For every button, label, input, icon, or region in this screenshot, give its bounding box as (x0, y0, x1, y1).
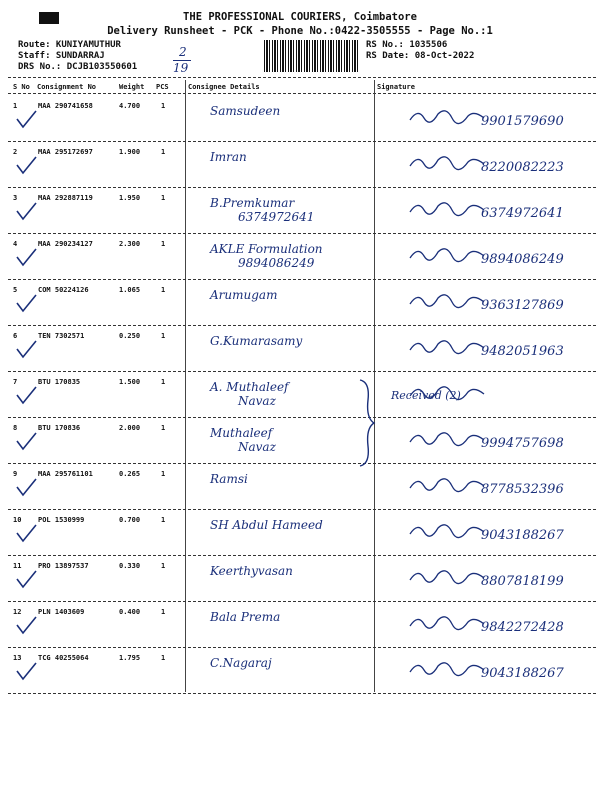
row-sno: 7 (13, 378, 18, 386)
signature-phone: 9043188267 (481, 528, 564, 543)
table-row (8, 326, 596, 372)
row-pcs: 1 (161, 240, 166, 248)
consignee-name: Keerthyvasan (210, 564, 293, 578)
checkmark-icon (15, 338, 37, 360)
row-sno: 1 (13, 102, 18, 110)
row-sno: 3 (13, 194, 18, 202)
consignee-name: Bala Prema (210, 610, 281, 624)
row-weight: 1.065 (119, 286, 141, 294)
table-row (8, 372, 596, 418)
consignee-name: Imran (210, 150, 247, 164)
consignee-name: SH Abdul Hameed (210, 518, 323, 532)
row-weight: 4.700 (119, 102, 141, 110)
row-consignment-no: PLN 1403609 (38, 608, 85, 616)
signature-scribble (408, 564, 488, 588)
consignee-name: B.Premkumar (210, 196, 295, 210)
row-sno: 9 (13, 470, 18, 478)
signature-scribble (408, 610, 488, 634)
route-label: Route: KUNIYAMUTHUR (18, 40, 121, 50)
row-pcs: 1 (161, 562, 166, 570)
table-row (8, 96, 596, 142)
checkmark-icon (15, 430, 37, 452)
col-pcs: PCS (156, 83, 169, 91)
row-consignment-no: BTU 170835 (38, 378, 81, 386)
consignee-name: Ramsi (210, 472, 248, 486)
company-title: THE PROFESSIONAL COURIERS, Coimbatore (183, 11, 417, 23)
row-consignment-no: TEN 7302571 (38, 332, 85, 340)
row-pcs: 1 (161, 194, 166, 202)
consignee-name: Arumugam (210, 288, 278, 302)
row-consignment-no: MAA 295761101 (38, 470, 93, 478)
row-consignment-no: POL 1530999 (38, 516, 85, 524)
row-consignment-no: PRO 13897537 (38, 562, 89, 570)
signature-phone: 9842272428 (481, 620, 564, 635)
row-sno: 4 (13, 240, 18, 248)
checkmark-icon (15, 476, 37, 498)
row-consignment-no: MAA 290234127 (38, 240, 93, 248)
row-pcs: 1 (161, 516, 166, 524)
checkmark-icon (15, 568, 37, 590)
checkmark-icon (15, 246, 37, 268)
signature-scribble (408, 426, 488, 450)
signature-scribble (408, 150, 488, 174)
row-weight: 0.700 (119, 516, 141, 524)
consignee-detail: Navaz (238, 440, 276, 454)
drs-handwritten-note (173, 45, 191, 75)
row-sno: 5 (13, 286, 18, 294)
signature-phone: 9894086249 (481, 252, 564, 267)
row-weight: 0.400 (119, 608, 141, 616)
row-pcs: 1 (161, 654, 166, 662)
row-weight: 2.000 (119, 424, 141, 432)
checkmark-icon (15, 108, 37, 130)
col-weight: Weight (119, 83, 145, 91)
signature-phone: 8807818199 (481, 574, 564, 589)
header-rule-bottom (8, 93, 596, 94)
row-pcs: 1 (161, 286, 166, 294)
row-sno: 6 (13, 332, 18, 340)
table-row (8, 510, 596, 556)
row-pcs: 1 (161, 102, 166, 110)
table-row (8, 234, 596, 280)
consignee-name: Muthaleef (210, 426, 273, 440)
table-row (8, 142, 596, 188)
row-pcs: 1 (161, 378, 166, 386)
table-row (8, 648, 596, 694)
col-consignee: Consignee Details (188, 83, 260, 91)
row-sno: 2 (13, 148, 18, 156)
consignee-name: C.Nagaraj (210, 656, 272, 670)
drs-note-top: 2 (179, 45, 187, 59)
col-sno: S No (13, 83, 30, 91)
consignee-detail: 6374972641 (238, 210, 315, 224)
row-weight: 1.500 (119, 378, 141, 386)
signature-phone: 9994757698 (481, 436, 564, 451)
header-rule-top (8, 77, 596, 78)
col-signature: Signature (377, 83, 415, 91)
table-row (8, 280, 596, 326)
checkmark-icon (15, 154, 37, 176)
runsheet-subtitle: Delivery Runsheet - PCK - Phone No.:0422-3505555 - Page No.:1 (107, 25, 493, 37)
row-consignment-no: TCG 40255064 (38, 654, 89, 662)
checkmark-icon (15, 200, 37, 222)
table-row (8, 602, 596, 648)
signature-scribble (408, 242, 488, 266)
signature-phone: 9363127869 (481, 298, 564, 313)
signature-scribble (408, 334, 488, 358)
consignee-detail: Navaz (238, 394, 276, 408)
row-divider (8, 693, 596, 694)
row-consignment-no: MAA 290741658 (38, 102, 93, 110)
row-weight: 0.265 (119, 470, 141, 478)
signature-phone: 8778532396 (481, 482, 564, 497)
barcode (264, 40, 358, 72)
checkmark-icon (15, 522, 37, 544)
consignee-name: Samsudeen (210, 104, 281, 118)
table-row (8, 188, 596, 234)
rs-date: RS Date: 08-Oct-2022 (366, 51, 475, 61)
signature-scribble (408, 104, 488, 128)
row-consignment-no: COM 50224126 (38, 286, 89, 294)
drs-note-bottom: 19 (173, 61, 189, 75)
row-consignment-no: MAA 295172697 (38, 148, 93, 156)
row-sno: 10 (13, 516, 22, 524)
row-sno: 11 (13, 562, 22, 570)
row-pcs: 1 (161, 608, 166, 616)
table-row (8, 418, 596, 464)
col-consignment: Consignment No (37, 83, 97, 91)
signature-scribble (408, 196, 488, 220)
checkmark-icon (15, 292, 37, 314)
rs-number: RS No.: 1035506 (366, 40, 448, 50)
signature-phone: 9043188267 (481, 666, 564, 681)
row-pcs: 1 (161, 424, 166, 432)
table-row (8, 464, 596, 510)
received-note: Received (2) (391, 389, 461, 402)
row-weight: 1.795 (119, 654, 141, 662)
row-pcs: 1 (161, 470, 166, 478)
drs-number: DRS No.: DCJB103550601 (18, 62, 138, 72)
consignee-name: A. Muthaleef (210, 380, 289, 394)
row-weight: 0.330 (119, 562, 141, 570)
signature-phone: 9482051963 (481, 344, 564, 359)
checkmark-icon (15, 660, 37, 682)
signature-phone: 8220082223 (481, 160, 564, 175)
table-row (8, 556, 596, 602)
signature-phone: 6374972641 (481, 206, 564, 221)
row-consignment-no: MAA 292887119 (38, 194, 93, 202)
consignee-name: G.Kumarasamy (210, 334, 303, 348)
staff-label: Staff: SUNDARRAJ (18, 51, 105, 61)
row-weight: 1.900 (119, 148, 141, 156)
signature-scribble (408, 518, 488, 542)
consignee-detail: 9894086249 (238, 256, 315, 270)
row-sno: 8 (13, 424, 18, 432)
row-consignment-no: BTU 170836 (38, 424, 81, 432)
row-weight: 1.950 (119, 194, 141, 202)
row-sno: 13 (13, 654, 22, 662)
row-weight: 2.300 (119, 240, 141, 248)
signature-scribble (408, 288, 488, 312)
consignee-name: AKLE Formulation (210, 242, 323, 256)
row-pcs: 1 (161, 148, 166, 156)
group-brace (356, 378, 378, 468)
row-pcs: 1 (161, 332, 166, 340)
row-sno: 12 (13, 608, 22, 616)
row-weight: 0.250 (119, 332, 141, 340)
signature-scribble (408, 656, 488, 680)
checkmark-icon (15, 614, 37, 636)
signature-scribble (408, 472, 488, 496)
checkmark-icon (15, 384, 37, 406)
signature-phone: 9901579690 (481, 114, 564, 129)
